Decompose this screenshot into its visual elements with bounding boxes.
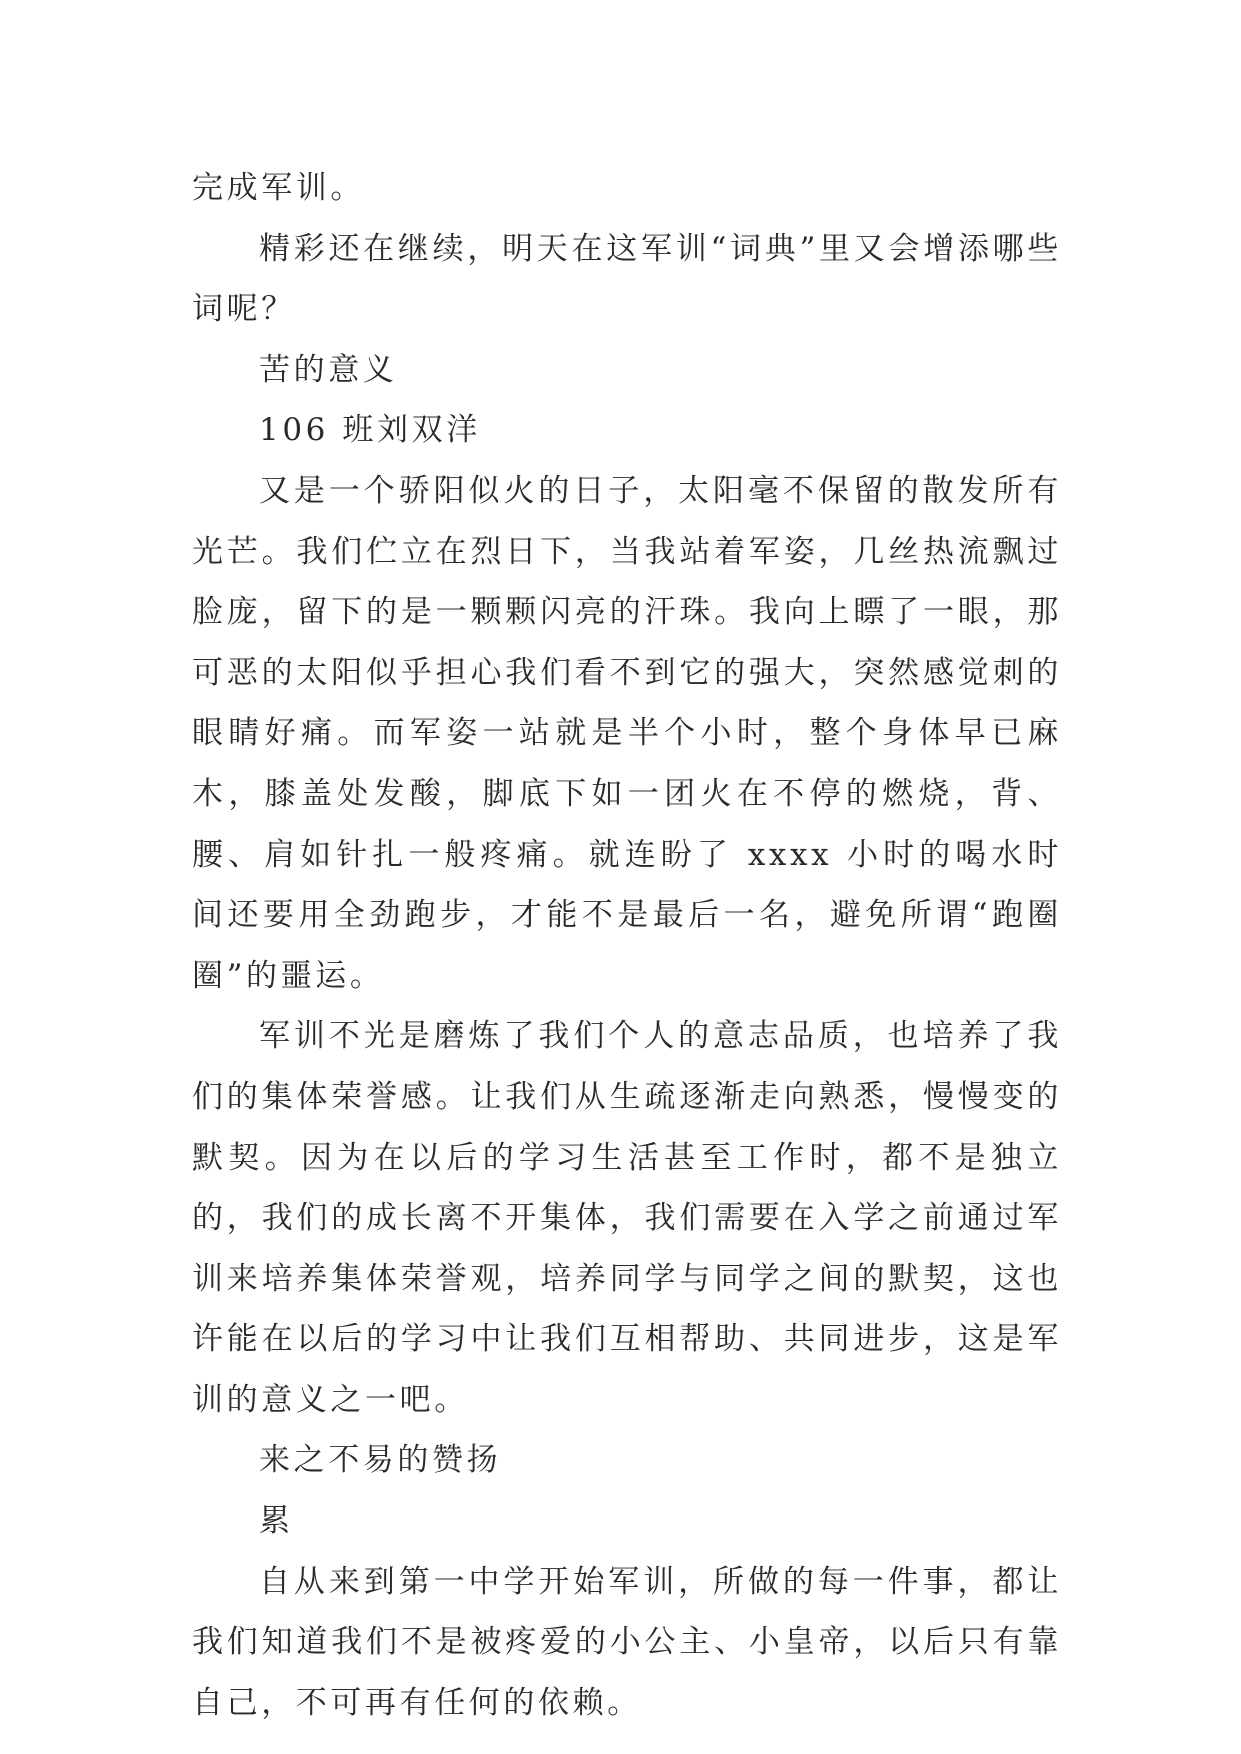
paragraph-5: 又是一个骄阳似火的日子，太阳毫不保留的散发所有光芒。我们伫立在烈日下，当我站着军姿，几丝热流飘过脸庞，留下的是一颗颗闪亮的汗珠。我向上瞟了一眼，那可恶的太阳似乎担心我们看不到它的强大，突然感觉刺的眼睛好痛。而军姿一站就是半个小时，整个身体早已麻木，膝盖处发酸，脚底下如一团火在不停的燃烧，背、腰、肩如针扎一般疼痛。就连盼了 xxxx 小时的喝水时间还要用全劲跑步，才能不是最后一名，避免所谓“跑圈圈”的噩运。 [192,472,1062,994]
paragraph-2: 精彩还在继续，明天在这军训“词典”里又会增添哪些词呢？ [192,230,1062,328]
document-page [192,158,1062,1733]
paragraph-9: 自从来到第一中学开始军训，所做的每一件事，都让我们知道我们不是被疼爱的小公主、小皇帝，以后只有靠自己，不可再有任何的依赖。 [192,1563,1062,1721]
subheading-lei: 累 [259,1503,294,1540]
author-line: 106 班刘双洋 [259,412,481,449]
section-title-ku-de-yiyi: 苦的意义 [259,351,398,388]
paragraph-6: 军训不光是磨炼了我们个人的意志品质，也培养了我们的集体荣誉感。让我们从生疏逐渐走向熟悉，慢慢变的默契。因为在以后的学习生活甚至工作时，都不是独立的，我们的成长离不开集体，我们需要在入学之前通过军训来培养集体荣誉观，培养同学与同学之间的默契，这也许能在以后的学习中让我们互相帮助、共同进步，这是军训的意义之一吧。 [192,1018,1062,1418]
paragraph-1: 完成军训。 [192,170,365,206]
section-title-zanyang: 来之不易的赞扬 [259,1442,502,1479]
